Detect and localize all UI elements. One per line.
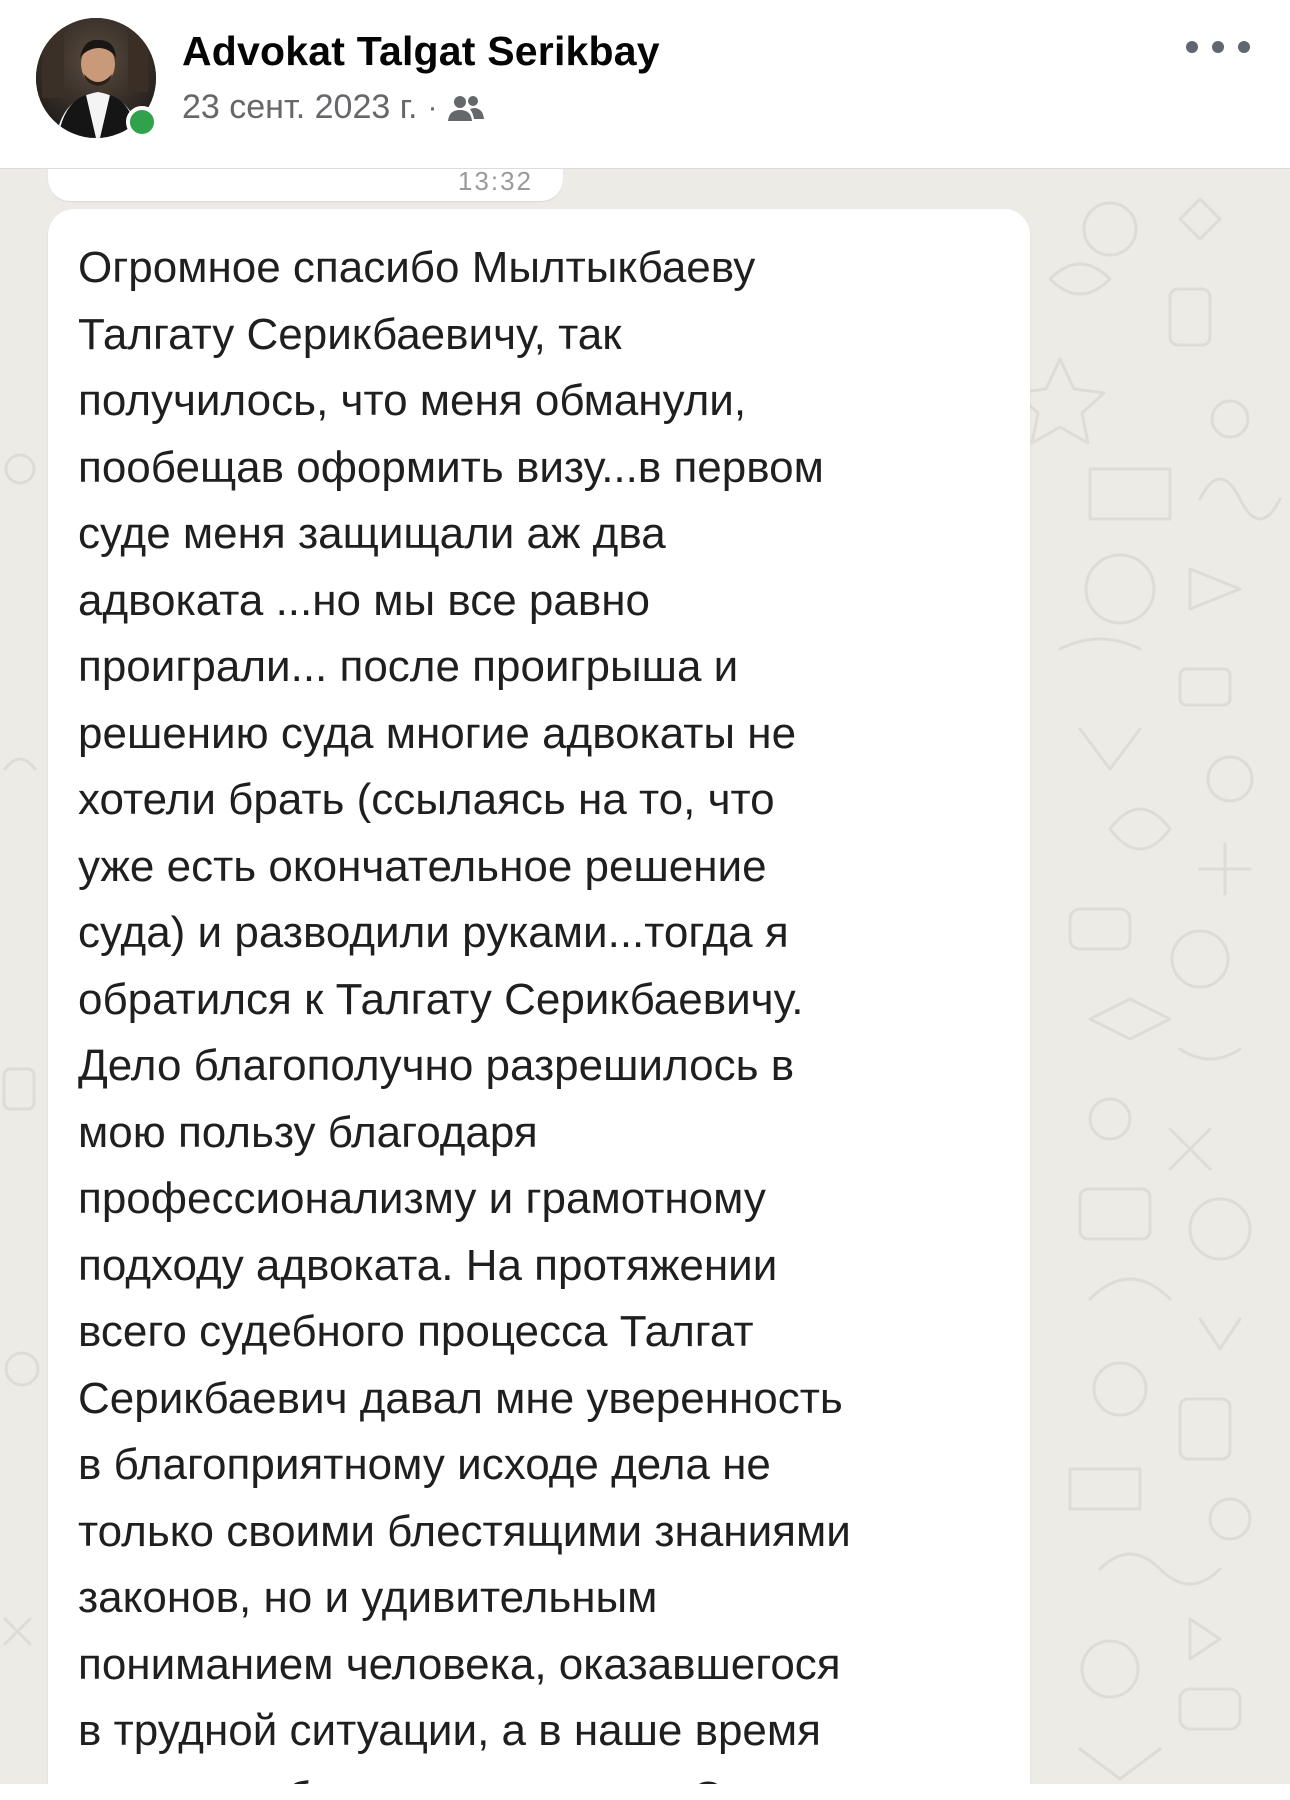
message-line: всего судебного процесса Талгат [78, 1307, 754, 1356]
message-line: законов, но и удивительным [78, 1573, 658, 1622]
message-line: получилось, что меня обманули, [78, 376, 747, 425]
image-bottom-edge [0, 1784, 1290, 1800]
message-line: пообещав оформить визу...в первом [78, 442, 824, 492]
message-line: Серикбаевич давал мне уверенность [78, 1373, 843, 1423]
more-dot [1212, 41, 1224, 53]
friends-icon[interactable] [447, 93, 485, 123]
message-line: адвоката ...но мы все равно [78, 575, 650, 625]
previous-message-bubble [48, 169, 563, 201]
more-dot [1238, 41, 1250, 53]
message-line: профессионализму и грамотному [78, 1174, 766, 1223]
more-options-icon[interactable] [1186, 32, 1250, 62]
author-name[interactable]: Advokat Talgat Serikbay [182, 28, 660, 74]
message-text [78, 235, 1018, 1800]
message-line: обратился к Талгату Серикбаевичу. [78, 974, 804, 1024]
previous-message-timestamp: 13:32 [457, 169, 533, 196]
more-dot [1186, 41, 1198, 53]
message-line: пониманием человека, оказавшегося [78, 1639, 841, 1689]
message-bubble [48, 209, 1030, 1800]
message-line: проиграли... после проигрыша и [78, 642, 739, 691]
message-line: суде меня защищали аж два [78, 509, 666, 558]
post-date[interactable]: 23 сент. 2023 г. [182, 88, 418, 126]
message-line: мою пользу благодаря [78, 1107, 538, 1157]
message-line: Огромное спасибо Мылтыкбаеву [78, 243, 756, 292]
post-header [0, 0, 1290, 169]
message-line: Дело благополучно разрешилось в [78, 1041, 795, 1090]
message-line: подходу адвоката. На протяжении [78, 1240, 778, 1290]
shared-chat-screenshot[interactable] [0, 169, 1290, 1800]
message-line: Талгату Серикбаевичу, так [78, 309, 622, 359]
message-line: уже есть окончательное решение [78, 841, 767, 891]
post-meta [182, 88, 485, 127]
message-line: суда) и разводили руками...тогда я [78, 908, 789, 957]
message-line: решению суда многие адвокаты не [78, 708, 797, 758]
message-line: в благоприятному исходе дела не [78, 1440, 771, 1489]
message-line: в трудной ситуации, а в наше время [78, 1706, 821, 1755]
meta-separator: · [427, 90, 438, 124]
message-line: только своими блестящими знаниями [78, 1506, 851, 1556]
online-status-indicator [126, 106, 158, 138]
author-avatar[interactable] [36, 18, 156, 138]
message-line: хотели брать (ссылаясь на то, что [78, 775, 775, 824]
